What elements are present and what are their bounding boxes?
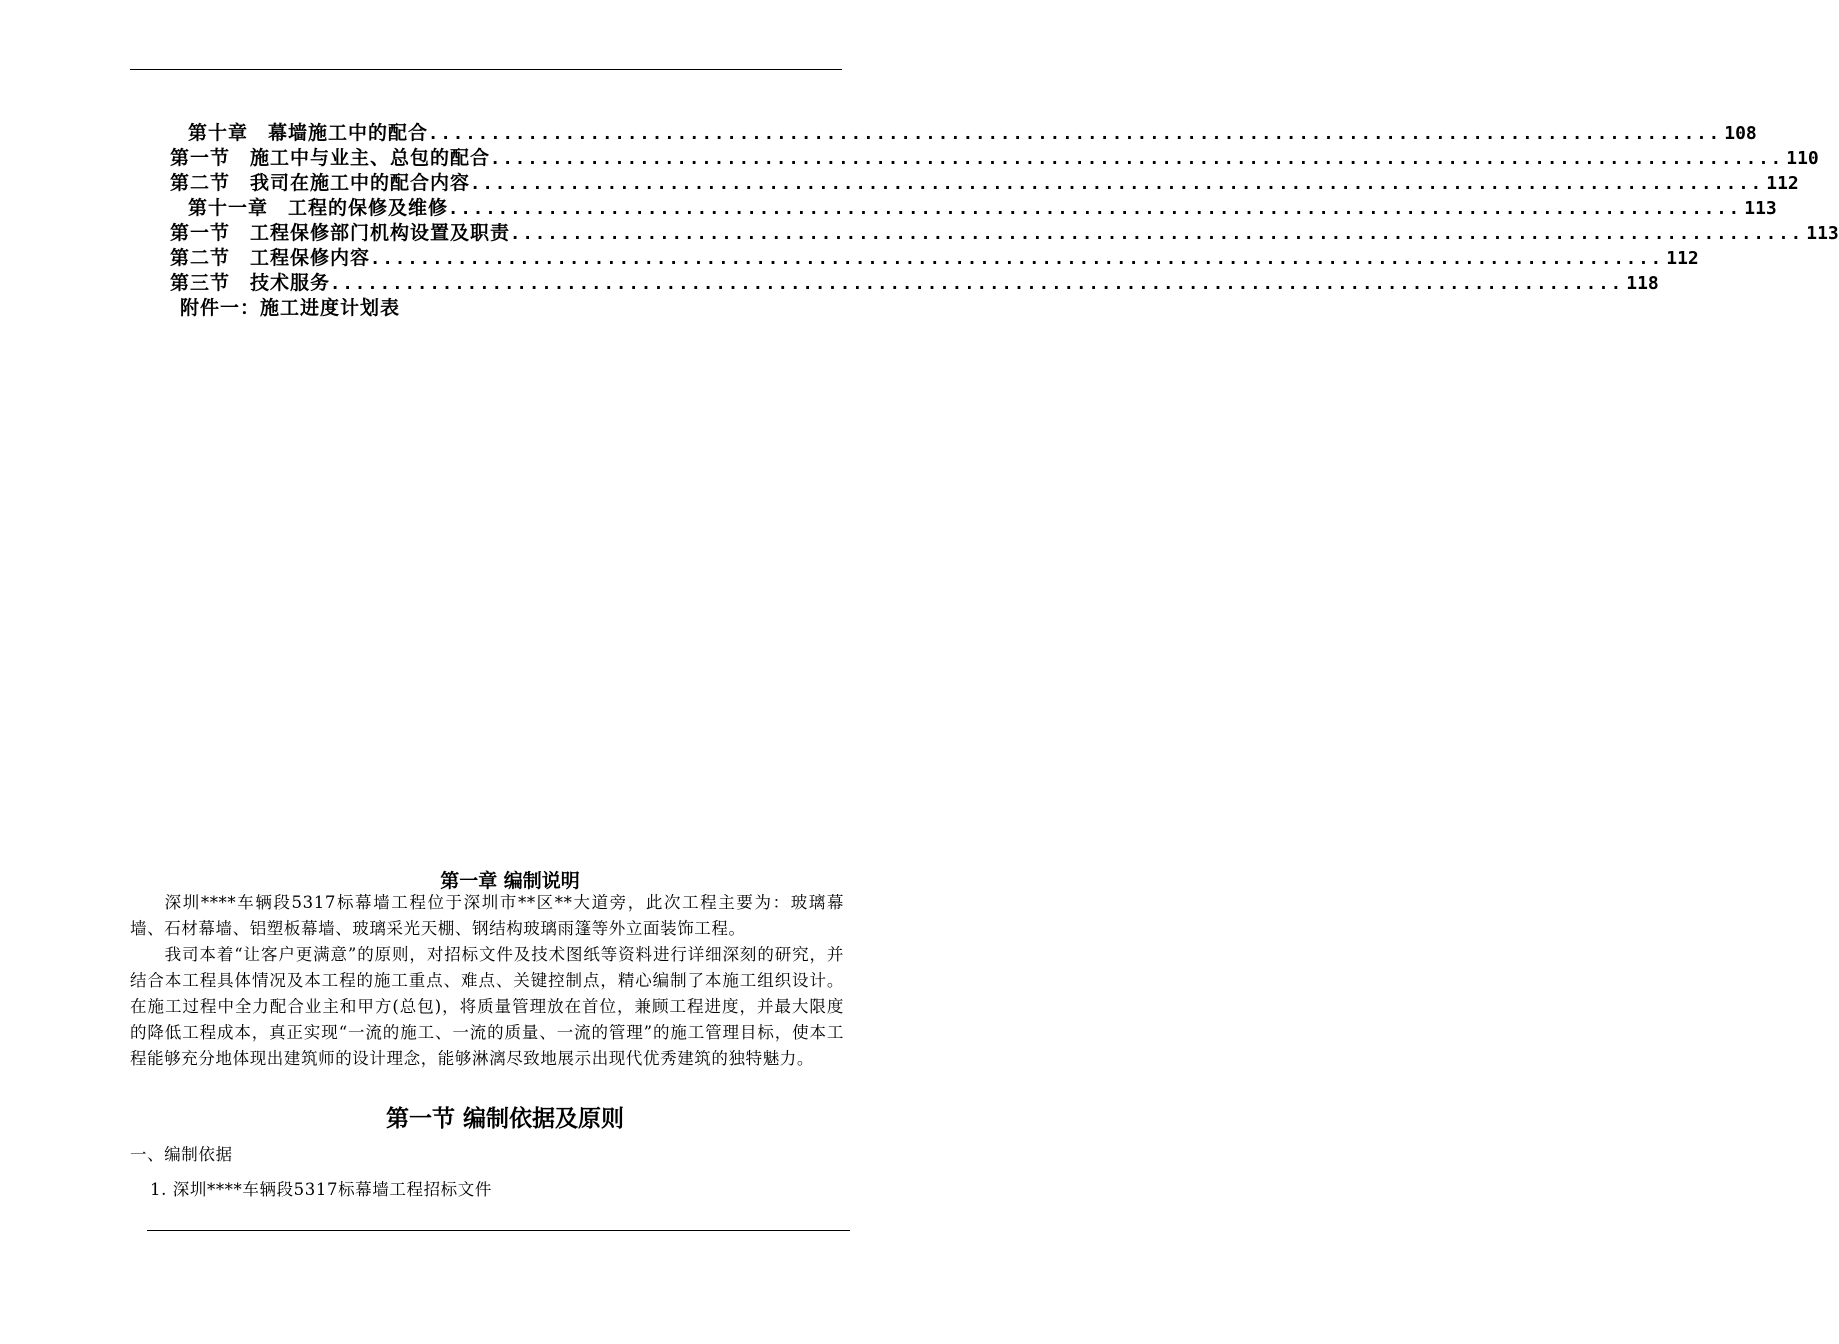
toc-page-number: 110	[1786, 148, 1819, 169]
toc-entry-label: 第二节 工程保修内容	[170, 247, 371, 269]
toc-entry-label: 第二节 我司在施工中的配合内容	[170, 172, 471, 194]
toc-leader: ........................................................................................................	[470, 174, 1764, 194]
toc-leader: ........................................................................................................	[490, 149, 1784, 169]
toc-entry[interactable]	[170, 168, 1799, 194]
subheading: 一、编制依据	[130, 1145, 233, 1164]
paragraph: 深圳****车辆段5317标幕墙工程位于深圳市**区**大道旁，此次工程主要为：玻璃幕墙、石材幕墙、铝塑板幕墙、玻璃采光天棚、钢结构玻璃雨篷等外立面装饰工程。	[130, 893, 844, 938]
toc-page-number: 118	[1626, 273, 1659, 294]
toc-entry-label: 第十一章 工程的保修及维修	[188, 197, 449, 219]
toc-entry[interactable]	[188, 118, 1757, 144]
toc-leader: ........................................................................................................	[428, 124, 1722, 144]
footer-rule	[147, 1230, 850, 1231]
toc-page-number: 113	[1744, 198, 1777, 219]
toc-entry[interactable]	[188, 193, 1777, 219]
toc-page-number: 108	[1724, 123, 1757, 144]
toc-entry[interactable]	[170, 243, 1699, 269]
toc-page-number: 113	[1806, 223, 1839, 244]
toc-leader: ........................................................................................................	[370, 249, 1664, 269]
toc-entry-label: 第一节 工程保修部门机构设置及职责	[170, 222, 511, 244]
toc-page-number: 112	[1766, 173, 1799, 194]
chapter-body	[130, 890, 844, 1072]
toc-appendix[interactable]: 附件一：施工进度计划表	[180, 297, 401, 319]
toc-entry[interactable]	[170, 268, 1659, 294]
paragraph: 我司本着“让客户更满意”的原则，对招标文件及技术图纸等资料进行详细深刻的研究，并结合本工程具体情况及本工程的施工重点、难点、关键控制点，精心编制了本施工组织设计。在施工过程中全力配合业主和甲方(总包)，将质量管理放在首位，兼顾工程进度，并最大限度的降低工程成本，真正实现“一流的施工、一流的质量、一流的管理”的施工管理目标，使本工程能够充分地体现出建筑师的设计理念，能够淋漓尽致地展示出现代优秀建筑的独特魅力。	[130, 945, 844, 1068]
toc-leader: ........................................................................................................	[510, 224, 1804, 244]
header-rule	[130, 69, 842, 70]
toc-entry-label: 第十章 幕墙施工中的配合	[188, 122, 429, 144]
chapter-title: 第一章 编制说明	[440, 870, 580, 892]
toc-entry-label: 第三节 技术服务	[170, 272, 331, 294]
toc-entry[interactable]	[170, 143, 1819, 169]
section-title: 第一节 编制依据及原则	[385, 1106, 624, 1132]
toc-leader: ........................................................................................................	[448, 199, 1742, 219]
toc-entry-label: 第一节 施工中与业主、总包的配合	[170, 147, 491, 169]
toc-page-number: 112	[1666, 248, 1699, 269]
list-item: 1. 深圳****车辆段5317标幕墙工程招标文件	[150, 1180, 492, 1199]
toc-leader: ........................................................................................................	[330, 274, 1624, 294]
toc-entry[interactable]	[170, 218, 1839, 244]
